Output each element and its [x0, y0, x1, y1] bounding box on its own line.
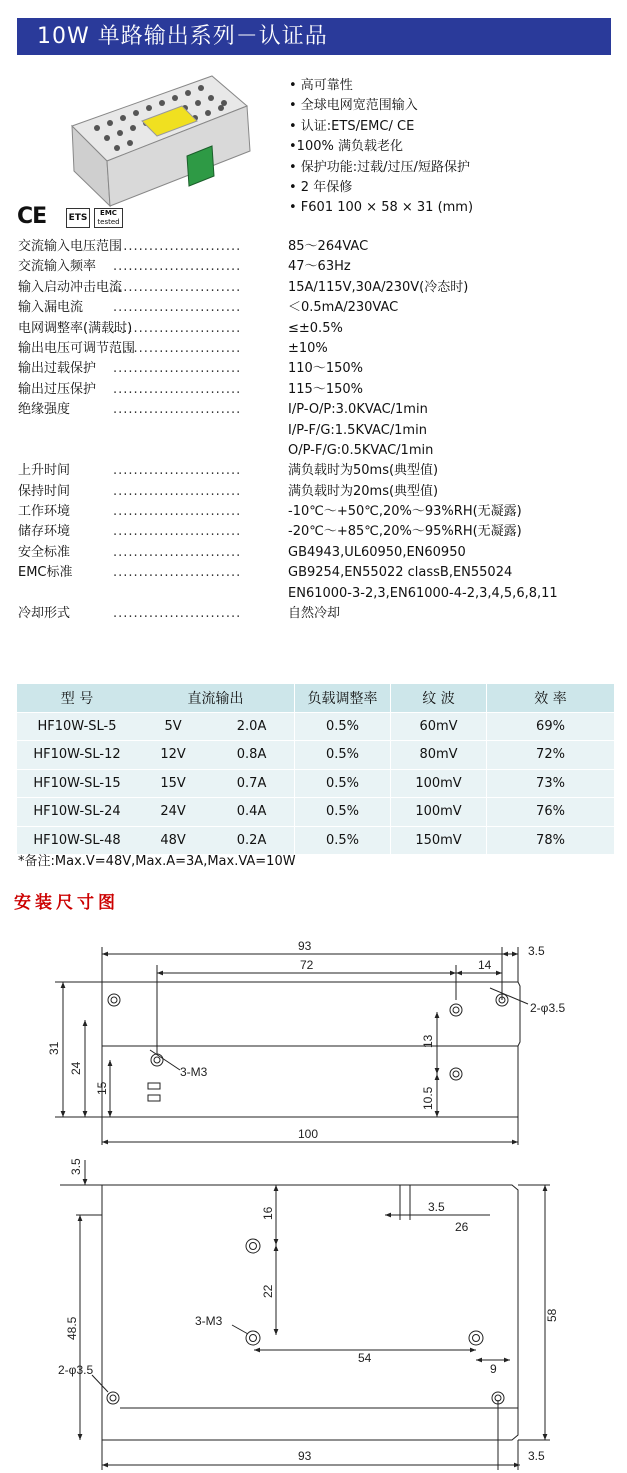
dim-3-5-slot: 3.5 [428, 1200, 445, 1214]
spec-value: GB4943,UL60950,EN60950 [288, 544, 466, 560]
spec-value: -20℃～+85℃,20%～95%RH(无凝露) [288, 524, 522, 540]
spec-leader-dots: ......................... [113, 504, 242, 520]
spec-label: 输出过压保护 [18, 381, 97, 397]
table-row [17, 712, 614, 741]
dim-24: 24 [69, 1061, 83, 1075]
table-header-row [17, 684, 614, 712]
spec-value: ≤±0.5% [288, 320, 343, 336]
spec-value: O/P-F/G:0.5KVAC/1min [288, 442, 434, 458]
spec-value: I/P-O/P:3.0KVAC/1min [288, 402, 428, 418]
table-row [17, 741, 614, 770]
table-cell: 73% [487, 769, 615, 798]
spec-leader-dots: ......................... [113, 239, 242, 254]
spec-leader-dots: ......................... [113, 361, 242, 377]
table-cell: 0.5% [295, 712, 391, 741]
table-cell: 60mV [391, 712, 487, 741]
spec-value: 自然冷却 [288, 606, 341, 622]
spec-leader-dots: ......................... [113, 524, 242, 540]
table-cell: HF10W-SL-12 [17, 741, 137, 770]
dim-hole-2-bottom: 2-φ3.5 [58, 1363, 94, 1377]
spec-label: 绝缘强度 [18, 402, 71, 418]
table-cell: 78% [487, 826, 615, 855]
dim-72: 72 [300, 958, 314, 972]
feature-list [289, 76, 473, 219]
spec-leader-dots: ......................... [113, 381, 242, 397]
spec-value: GB9254,EN55022 classB,EN55024 [288, 565, 513, 581]
dim-100: 100 [298, 1127, 319, 1141]
spec-label: 输出电压可调节范围 [18, 340, 136, 356]
spec-leader-dots: ......................... [113, 279, 242, 295]
spec-label: 保持时间 [18, 483, 71, 499]
spec-label: 工作环境 [18, 504, 71, 520]
table-cell: 0.2A [209, 826, 294, 855]
spec-label: 冷却形式 [18, 606, 71, 622]
feature-item: •100% 满负载老化 [289, 139, 403, 155]
table-cell: 0.5% [295, 741, 391, 770]
dim-16: 16 [261, 1206, 275, 1220]
col-header-ripple: 纹 波 [391, 684, 487, 712]
feature-item: • 保护功能:过载/过压/短路保护 [289, 159, 470, 175]
feature-item: • 认证:ETS/EMC/ CE [289, 118, 415, 134]
spec-label: 交流输入频率 [18, 259, 97, 275]
table-cell: HF10W-SL-48 [17, 826, 137, 855]
spec-label: 电网调整率(满载时) [18, 320, 133, 336]
spec-value: 满负载时为20ms(典型值) [288, 483, 439, 499]
spec-leader-dots: ......................... [113, 483, 242, 499]
table-cell: 12V [137, 741, 209, 770]
table-cell: 0.5% [295, 769, 391, 798]
footnote: *备注:Max.V=48V,Max.A=3A,Max.VA=10W [18, 854, 296, 869]
page-title: 10W 单路输出系列－认证品 [17, 18, 611, 55]
spec-label: EMC标准 [18, 565, 73, 581]
dim-9: 9 [490, 1362, 497, 1376]
spec-leader-dots: ......................... [113, 544, 242, 560]
spec-value: I/P-F/G:1.5KVAC/1min [288, 422, 427, 438]
table-cell: 100mV [391, 798, 487, 827]
col-header-dc-output: 直流输出 [137, 684, 295, 712]
ce-logo: CE [17, 204, 47, 229]
col-header-efficiency: 效 率 [487, 684, 615, 712]
table-cell: 72% [487, 741, 615, 770]
spec-value: ＜0.5mA/230VAC [288, 300, 399, 316]
dim-14: 14 [478, 958, 492, 972]
dimension-drawing [0, 930, 627, 1470]
feature-item: • F601 100 × 58 × 31 (mm) [289, 200, 474, 216]
spec-value: 115～150% [288, 381, 363, 397]
dim-3m3: 3-M3 [180, 1065, 208, 1079]
dim-3-5-right: 3.5 [528, 1449, 545, 1463]
section-title-dimensions: 安装尺寸图 [14, 893, 119, 913]
table-cell: HF10W-SL-24 [17, 798, 137, 827]
dim-3-5-top: 3.5 [69, 1158, 83, 1175]
table-cell: 80mV [391, 741, 487, 770]
spec-label: 交流输入电压范围 [18, 239, 123, 254]
table-cell: 0.4A [209, 798, 294, 827]
spec-value: ±10% [288, 340, 328, 356]
spec-label: 输入漏电流 [18, 300, 84, 316]
spec-leader-dots: ......................... [113, 606, 242, 622]
table-cell: 100mV [391, 769, 487, 798]
dim-3m3-bottom: 3-M3 [195, 1314, 223, 1328]
dim-58: 58 [545, 1308, 559, 1322]
table-cell: 0.7A [209, 769, 294, 798]
spec-label: 安全标准 [18, 544, 71, 560]
table-row [17, 798, 614, 827]
spec-value: 110～150% [288, 361, 363, 377]
spec-value: -10℃～+50℃,20%～93%RH(无凝露) [288, 504, 522, 520]
spec-leader-dots: ......................... [113, 320, 242, 336]
feature-item: • 2 年保修 [289, 180, 353, 196]
table-cell: 15V [137, 769, 209, 798]
spec-leader-dots: ......................... [113, 402, 242, 418]
spec-leader-dots: ......................... [113, 340, 242, 356]
spec-label: 储存环境 [18, 524, 71, 540]
spec-label: 输出过载保护 [18, 361, 97, 377]
spec-value: 满负载时为50ms(典型值) [288, 463, 439, 479]
dim-13: 13 [421, 1034, 435, 1048]
dim-26: 26 [455, 1220, 469, 1234]
spec-value: 47～63Hz [288, 259, 351, 275]
table-cell: 0.8A [209, 741, 294, 770]
feature-item: • 高可靠性 [289, 78, 353, 93]
spec-label: 上升时间 [18, 463, 71, 479]
table-cell: 48V [137, 826, 209, 855]
dim-31: 31 [47, 1041, 61, 1055]
spec-leader-dots: ......................... [113, 300, 242, 316]
dim-48-5: 48.5 [65, 1316, 79, 1340]
table-cell: HF10W-SL-5 [17, 712, 137, 741]
dim-22: 22 [261, 1284, 275, 1298]
table-row [17, 769, 614, 798]
spec-value: EN61000-3-2,3,EN61000-4-2,3,4,5,6,8,11 [288, 585, 558, 601]
ets-logo: ETS [66, 208, 90, 228]
table-cell: 76% [487, 798, 615, 827]
dim-3-5: 3.5 [528, 944, 545, 958]
table-cell: 0.5% [295, 826, 391, 855]
spec-leader-dots: ......................... [113, 463, 242, 479]
table-cell: 24V [137, 798, 209, 827]
dim-15: 15 [95, 1081, 109, 1095]
table-cell: 150mV [391, 826, 487, 855]
spec-leader-dots: ......................... [113, 259, 242, 275]
table-cell: HF10W-SL-15 [17, 769, 137, 798]
spec-leader-dots: ......................... [113, 565, 242, 581]
table-cell: 5V [137, 712, 209, 741]
dim-hole-2: 2-φ3.5 [530, 1001, 566, 1015]
table-cell: 69% [487, 712, 615, 741]
col-header-model: 型 号 [17, 684, 137, 712]
emc-tested-logo: EMC tested [94, 208, 123, 228]
power-supply-image [62, 66, 252, 216]
feature-item: • 全球电网宽范围输入 [289, 98, 418, 114]
top-view-outline [102, 982, 520, 1046]
dim-10-5: 10.5 [421, 1086, 435, 1110]
spec-value: 15A/115V,30A/230V(冷态时) [288, 279, 469, 295]
col-header-load-regulation: 负载调整率 [295, 684, 391, 712]
table-cell: 2.0A [209, 712, 294, 741]
table-cell: 0.5% [295, 798, 391, 827]
model-table [17, 684, 614, 855]
dim-93-bottom: 93 [298, 1449, 312, 1463]
spec-value: 85～264VAC [288, 239, 369, 254]
dim-93: 93 [298, 939, 312, 953]
spec-label: 输入启动冲击电流 [18, 279, 123, 295]
dim-54: 54 [358, 1351, 372, 1365]
